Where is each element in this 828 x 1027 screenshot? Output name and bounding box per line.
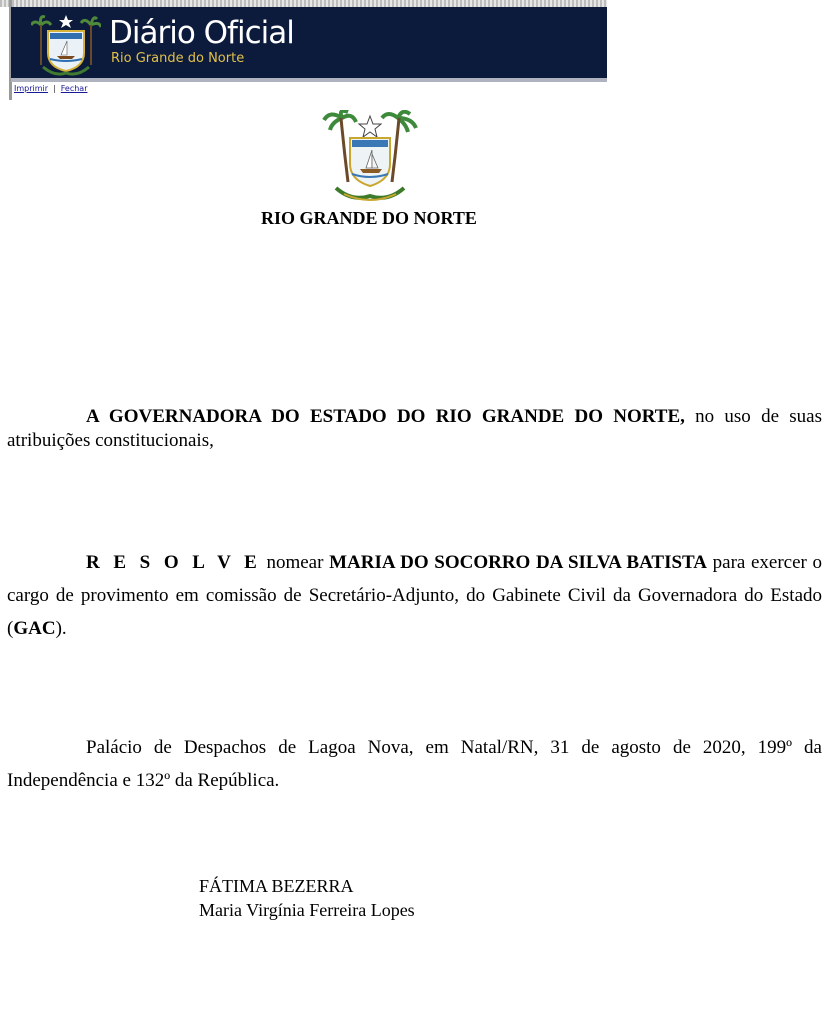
print-link[interactable]: Imprimir [14, 84, 49, 93]
banner-bottom-border [11, 78, 607, 82]
link-separator: | [53, 84, 56, 93]
date-place-text: Palácio de Despachos de Lagoa Nova, em Natal/RN, 31 de agosto de 2020, 199º da Independência e 132º da República. [7, 737, 822, 791]
resolution-paragraph [7, 546, 822, 645]
resolution-text-3: ). [55, 618, 67, 639]
governor-title: A GOVERNADORA DO ESTADO DO RIO GRANDE DO NORTE, [86, 406, 685, 427]
state-coat-of-arms-icon [322, 110, 418, 204]
preamble-text: no uso de suas atribuições constitucionais, [7, 406, 822, 451]
state-coat-of-arms-icon [31, 11, 101, 77]
secretary-signature: Maria Virgínia Ferreira Lopes [199, 900, 415, 920]
toolbar-links [14, 83, 88, 94]
preamble-paragraph [7, 405, 822, 453]
governor-signature: FÁTIMA BEZERRA [199, 876, 354, 896]
resolution-text-2: para exercer o cargo de provimento em comissão de Secretário-Adjunto, do Gabinete Civil da Governadora do Estado ( [7, 552, 822, 639]
document-heading: RIO GRANDE DO NORTE [261, 208, 477, 228]
resolve-keyword: R E S O L V E [86, 552, 261, 573]
banner-top-strip [0, 0, 607, 7]
resolution-text-1: nomear [260, 552, 330, 573]
banner-title: Diário Oficial [109, 15, 294, 51]
banner-subtitle: Rio Grande do Norte [111, 51, 245, 66]
appointee-name: MARIA DO SOCORRO DA SILVA BATISTA [329, 552, 708, 573]
office-abbreviation: GAC [13, 618, 56, 639]
banner-body [11, 7, 607, 78]
close-link[interactable]: Fechar [60, 84, 88, 93]
header-banner [0, 0, 607, 100]
signature-block [199, 874, 415, 922]
date-place-paragraph [7, 731, 822, 797]
